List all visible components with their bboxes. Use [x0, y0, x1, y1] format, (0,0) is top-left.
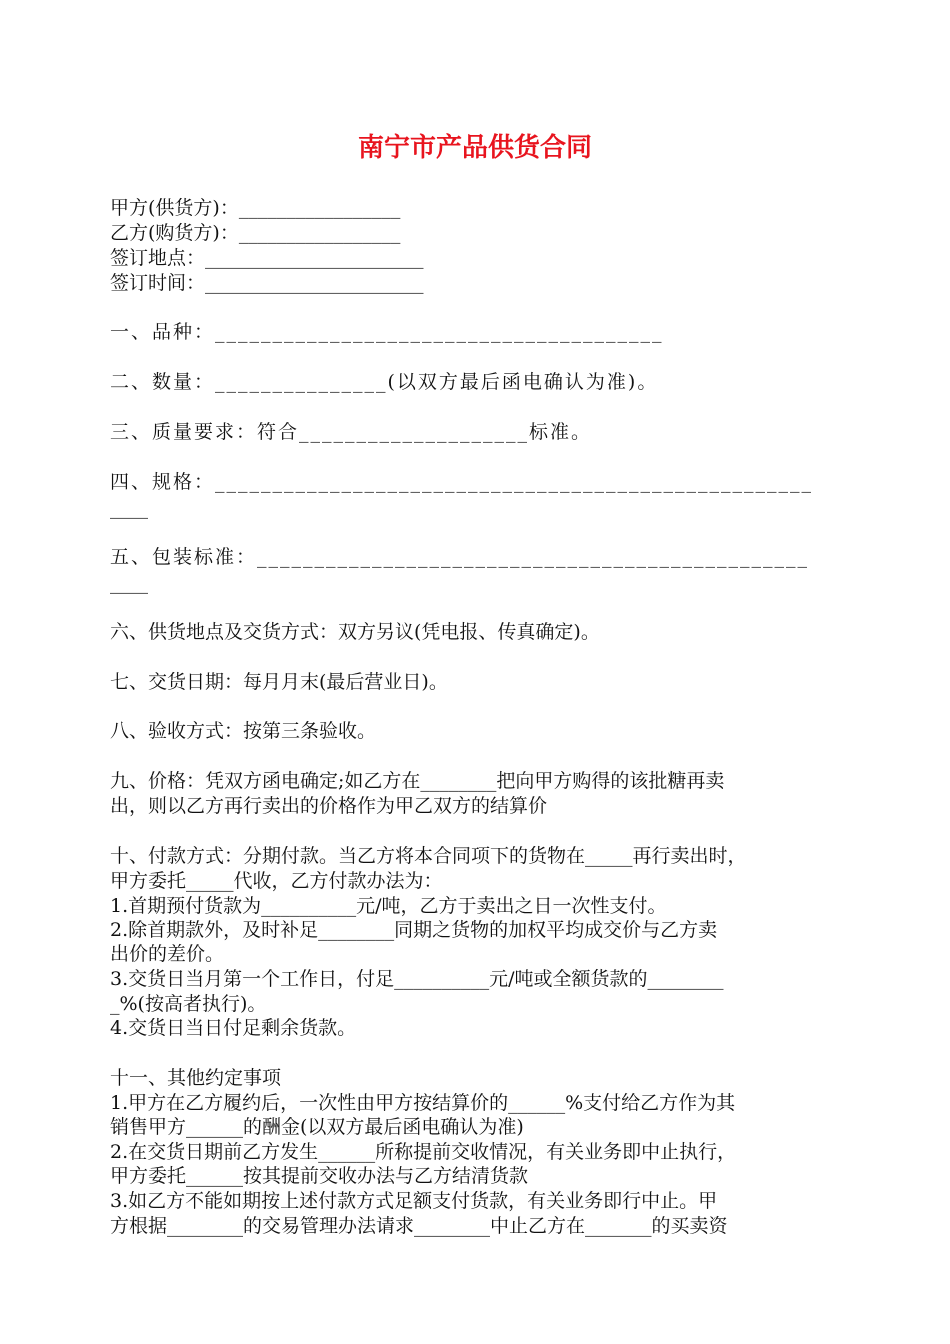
clause-2-quantity: 二、数量：_______________(以双方最后函电确认为准)。	[110, 371, 659, 393]
signing-place-line: 签订地点：_______________________	[110, 247, 424, 269]
clause-11-heading: 十一、其他约定事项	[110, 1067, 282, 1089]
clause-10-payment-line-2: 甲方委托_____代收，乙方付款办法为：	[110, 870, 443, 892]
clause-10-item-2-line-2: 出价的差价。	[110, 943, 225, 965]
clause-10-item-3-line-2: _%(按高者执行)。	[110, 993, 267, 1015]
clause-4-spec: 四、规格：____________________________________________________	[110, 471, 814, 493]
clause-11-item-2-line-2: 甲方委托______按其提前交收办法与乙方结清货款	[110, 1165, 529, 1187]
party-b-line: 乙方(购货方)：_________________	[110, 222, 401, 244]
document-title: 南宁市产品供货合同	[357, 133, 592, 163]
clause-11-item-1-line-2: 销售甲方______的酬金(以双方最后函电确认为准)	[110, 1116, 524, 1138]
clause-3-quality: 三、质量要求：符合____________________标准。	[110, 421, 593, 443]
clause-5-packaging-cont: ____	[110, 572, 148, 594]
party-a-line: 甲方(供货方)：_________________	[110, 197, 401, 219]
signing-time-line: 签订时间：_______________________	[110, 272, 424, 294]
clause-10-item-3-line-1: 3.交货日当月第一个工作日，付足__________元/吨或全额货款的________	[110, 968, 724, 990]
clause-5-packaging: 五、包装标准：________________________________________________	[110, 546, 810, 568]
clause-7-delivery-date: 七、交货日期：每月月末(最后营业日)。	[110, 671, 448, 693]
clause-8-acceptance: 八、验收方式：按第三条验收。	[110, 720, 377, 742]
clause-1-variety: 一、品种：_______________________________________	[110, 321, 664, 343]
clause-10-item-4: 4.交货日当日付足剩余货款。	[110, 1017, 357, 1039]
clause-11-item-3-line-1: 3.如乙方不能如期按上述付款方式足额支付货款，有关业务即行中止。甲	[110, 1190, 718, 1212]
clause-9-price-line-2: 出，则以乙方再行卖出的价格作为甲乙双方的结算价	[110, 795, 548, 817]
clause-10-payment-line-1: 十、付款方式：分期付款。当乙方将本合同项下的货物在_____再行卖出时，	[110, 845, 747, 867]
clause-11-item-1-line-1: 1.甲方在乙方履约后，一次性由甲方按结算价的______%支付给乙方作为其	[110, 1092, 736, 1114]
clause-10-item-1: 1.首期预付货款为__________元/吨，乙方于卖出之日一次性支付。	[110, 895, 667, 917]
clause-4-spec-cont: ____	[110, 497, 148, 519]
clause-9-price-line-1: 九、价格：凭双方函电确定;如乙方在________把向甲方购得的该批糖再卖	[110, 770, 725, 792]
clause-6-delivery-place: 六、供货地点及交货方式：双方另议(凭电报、传真确定)。	[110, 621, 600, 643]
clause-11-item-3-line-2: 方根据________的交易管理办法请求________中止乙方在_______的买卖资	[110, 1215, 728, 1237]
clause-11-item-2-line-1: 2.在交货日期前乙方发生______所称提前交收情况，有关业务即中止执行，	[110, 1141, 737, 1163]
clause-10-item-2-line-1: 2.除首期款外，及时补足________同期之货物的加权平均成交价与乙方卖	[110, 919, 718, 941]
